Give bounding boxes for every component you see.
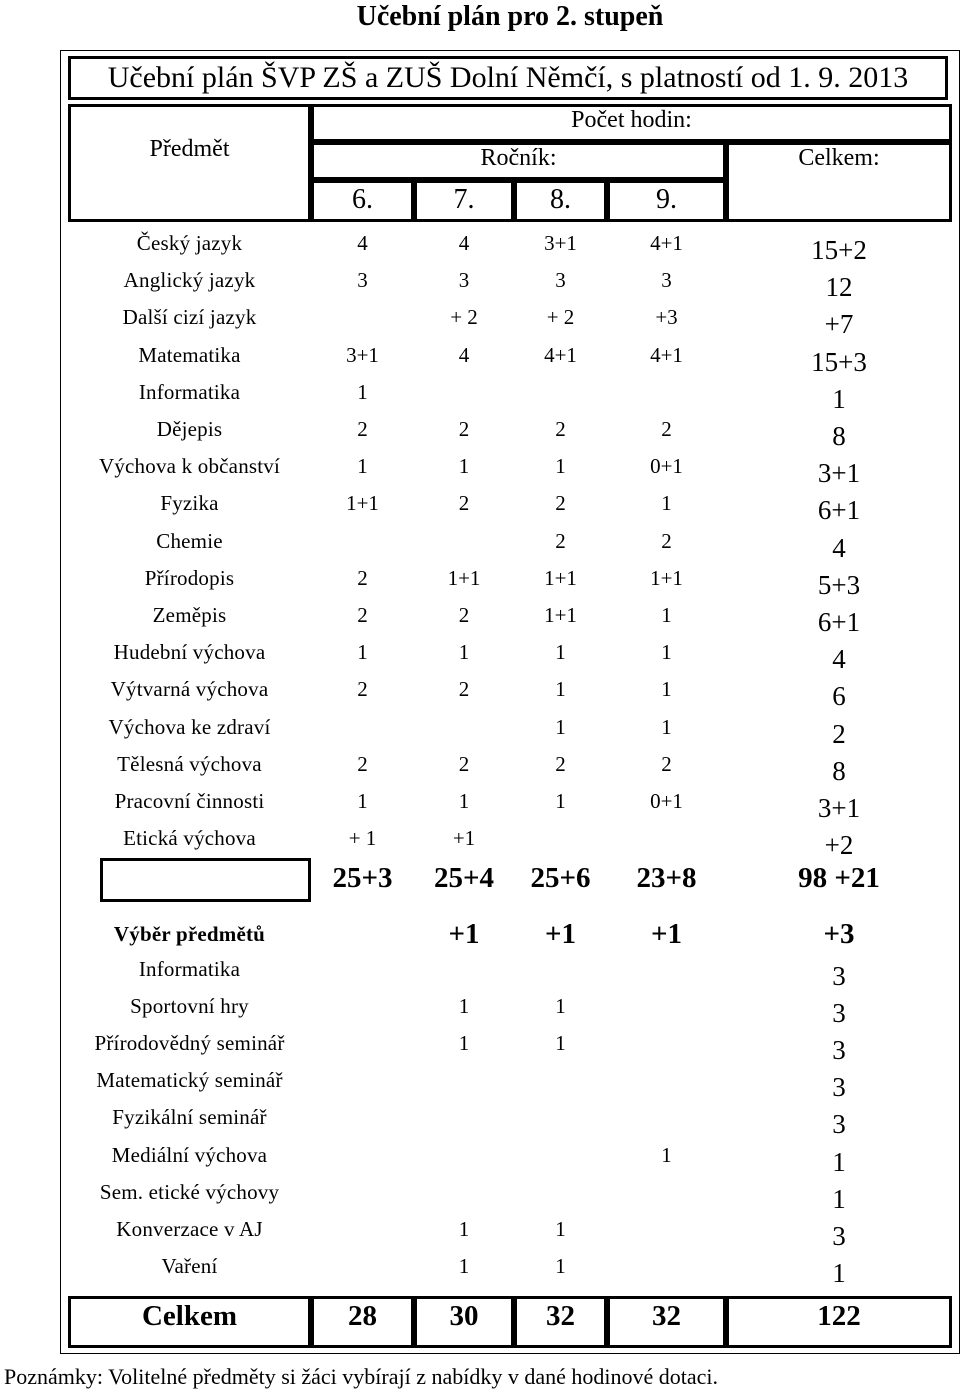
elective-row-hours-8: 1 [555, 994, 566, 1019]
subject-row-hours-6: 2 [357, 751, 368, 776]
subject-row-total: 3+1 [817, 793, 861, 823]
subject-header-cell [68, 104, 311, 222]
elective-row-total: 3 [832, 1072, 846, 1103]
subject-row-hours-9: +3 [655, 305, 678, 330]
elective-header-total: +3 [823, 918, 855, 950]
subject-row-hours-9: 2 [661, 751, 672, 776]
subject-row-hours-6: 1 [357, 789, 368, 813]
subject-row-hours-8: 1 [555, 640, 566, 665]
year-label-9: 9. [656, 184, 677, 215]
elective-header-label: Výběr předmětů [113, 922, 266, 946]
subject-row-name: Hudební výchova [113, 640, 266, 665]
subject-row-hours-7: 2 [458, 677, 470, 702]
subject-row-hours-8: 1 [555, 454, 566, 479]
hours-header-label: Počet hodin: [571, 107, 692, 133]
elective-row-total: 3 [832, 998, 846, 1029]
subject-row-hours-6: 1+1 [346, 491, 379, 516]
subject-row-hours-6: 2 [357, 603, 368, 627]
subject-row-hours-9: 1+1 [650, 565, 683, 590]
subject-row-hours-7: 1 [458, 789, 470, 813]
subject-row-hours-9: 0+1 [650, 454, 683, 479]
subject-row-total: +2 [824, 830, 854, 861]
subject-row-hours-8: 2 [555, 751, 566, 776]
curriculum-title: Učební plán ŠVP ZŠ a ZUŠ Dolní Němčí, s platností od 1. 9. 2013 [68, 56, 948, 100]
subject-row-hours-9: 2 [661, 528, 672, 553]
subject-row-name: Zeměpis [152, 603, 227, 627]
elective-row-total: 3 [832, 961, 846, 991]
subject-row-name: Fyzika [160, 491, 219, 516]
elective-row-name: Matematický seminář [96, 1068, 283, 1093]
subject-row-hours-6: 4 [357, 231, 368, 255]
elective-row-hours-7: 1 [458, 994, 470, 1019]
elective-header-9: +1 [650, 918, 683, 950]
subject-row-total: 4 [832, 532, 846, 563]
elective-row-total: 1 [832, 1257, 846, 1288]
subject-row-total: 8 [832, 755, 846, 786]
subject-row-hours-9: 1 [661, 491, 672, 516]
year-label-7: 7. [453, 184, 475, 215]
subject-row-hours-9: 1 [661, 603, 672, 627]
subject-row-hours-8: 2 [555, 528, 566, 553]
elective-row-total: 3 [832, 1220, 846, 1251]
subject-row-hours-8: 3+1 [544, 231, 577, 255]
subject-row-name: Chemie [156, 528, 223, 553]
elective-row-total: 3 [832, 1109, 846, 1140]
elective-row-hours-7: 1 [458, 1253, 470, 1278]
subject-row-hours-8: 1 [555, 714, 566, 739]
elective-row-hours-8: 1 [555, 1253, 566, 1278]
grand-total-sum: 122 [817, 1300, 861, 1332]
subject-row-total: 15+2 [811, 235, 867, 265]
subject-row-hours-6: 1 [357, 454, 368, 479]
subject-row-total: 4 [832, 644, 846, 675]
elective-row-hours-7: 1 [458, 1216, 470, 1241]
subject-row-hours-9: 0+1 [650, 789, 683, 813]
elective-row-name: Informatika [138, 957, 241, 981]
subtotal-total: 98 +21 [798, 862, 880, 894]
subject-row-hours-7: 2 [458, 491, 470, 516]
grand-total-6: 28 [348, 1300, 377, 1332]
elective-row-hours-9: 1 [661, 1142, 672, 1167]
elective-row-name: Konverzace v AJ [116, 1216, 263, 1241]
elective-row-name: Vaření [161, 1253, 218, 1278]
subject-row-hours-8: 4+1 [544, 342, 577, 367]
subject-row-total: 6+1 [817, 607, 861, 637]
subtotal-9: 23+8 [636, 862, 697, 894]
subject-row-hours-7: 1 [458, 454, 470, 479]
subject-row-hours-9: 1 [661, 677, 672, 702]
subject-row-hours-7: 4 [458, 231, 470, 255]
subject-row-name: Dějepis [156, 417, 223, 441]
grand-total-9: 32 [652, 1300, 681, 1332]
elective-row-total: 1 [832, 1146, 846, 1177]
subject-row-name: Výtvarná výchova [110, 677, 269, 702]
subject-row-hours-7: 1 [458, 640, 470, 665]
subject-row-name: Další cizí jazyk [122, 305, 257, 330]
subject-row-name: Přírodopis [144, 565, 235, 590]
subject-row-hours-8: 2 [555, 491, 566, 516]
elective-row-hours-8: 1 [555, 1031, 566, 1056]
elective-row-total: 1 [832, 1183, 846, 1214]
subject-row-hours-7: +1 [452, 826, 476, 851]
subject-row-name: Pracovní činnosti [114, 789, 265, 813]
subject-row-hours-7: 2 [458, 751, 470, 776]
subject-row-hours-6: 3 [357, 268, 368, 293]
year-label-8: 8. [550, 184, 571, 215]
subject-row-name: Etická výchova [123, 826, 256, 851]
subject-row-hours-9: 1 [661, 640, 672, 665]
subject-row-name: Výchova k občanství [98, 454, 281, 479]
grade-header-label: Ročník: [480, 145, 557, 171]
subject-row-hours-8: 1+1 [544, 565, 577, 590]
subject-row-name: Výchova ke zdraví [108, 714, 271, 739]
grand-total-7: 30 [449, 1300, 479, 1332]
subject-row-name: Tělesná výchova [117, 751, 262, 776]
subject-row-hours-9: 1 [661, 714, 672, 739]
grand-total-8: 32 [546, 1300, 575, 1332]
subtotal-7: 25+4 [433, 862, 495, 894]
subject-row-hours-9: 4+1 [650, 231, 683, 255]
subject-row-hours-6: 2 [357, 565, 368, 590]
subject-row-total: 1 [832, 383, 846, 414]
subject-row-hours-9: 3 [661, 268, 672, 293]
subject-row-hours-6: 2 [357, 677, 368, 702]
year-label-6: 6. [352, 184, 373, 215]
elective-row-total: 3 [832, 1035, 846, 1066]
subject-row-name: Český jazyk [136, 231, 243, 255]
subject-row-total: 3+1 [817, 458, 861, 489]
total-header-label: Celkem: [798, 145, 880, 171]
subject-row-total: 6 [832, 681, 846, 712]
subject-row-hours-8: + 2 [546, 305, 575, 330]
subject-row-hours-7: 1+1 [447, 565, 481, 590]
footnote: Poznámky: Volitelné předměty si žáci vybírají z nabídky v dané hodinové dotaci. [4, 1364, 719, 1389]
subject-row-hours-7: 2 [458, 417, 470, 441]
subject-row-total: +7 [824, 309, 854, 340]
subject-row-hours-8: 2 [555, 417, 566, 441]
elective-row-name: Fyzikální seminář [112, 1105, 267, 1130]
subject-row-hours-6: 1 [357, 640, 368, 665]
subject-row-hours-7: 2 [458, 603, 470, 627]
subtotal-6: 25+3 [332, 862, 393, 894]
subject-row-hours-7: 3 [458, 268, 470, 293]
elective-row-name: Přírodovědný seminář [94, 1031, 285, 1056]
subject-row-name: Anglický jazyk [123, 268, 256, 293]
grand-total-label: Celkem [141, 1300, 238, 1332]
page-heading: Učební plán pro 2. stupeň [356, 1, 664, 32]
subject-row-hours-6: 2 [357, 417, 368, 441]
subject-row-total: 12 [825, 272, 853, 303]
subject-row-hours-6: 3+1 [346, 342, 379, 367]
subject-row-total: 5+3 [817, 569, 861, 600]
elective-row-name: Sem. etické výchovy [99, 1179, 280, 1204]
elective-row-name: Sportovní hry [130, 994, 249, 1019]
subject-row-name: Informatika [138, 379, 241, 404]
elective-header-7: +1 [448, 918, 480, 950]
subject-row-hours-7: 4 [458, 342, 470, 367]
elective-header-8: +1 [544, 918, 577, 950]
subject-row-total: 2 [832, 718, 846, 749]
subject-row-hours-6: 1 [357, 379, 368, 404]
subject-row-hours-9: 4+1 [650, 342, 683, 367]
subject-header-label: Předmět [149, 136, 230, 162]
subject-row-hours-6: + 1 [348, 826, 377, 851]
subject-row-name: Matematika [138, 342, 241, 367]
subject-row-hours-8: 1 [555, 677, 566, 702]
subject-row-hours-8: 3 [555, 268, 566, 293]
subject-row-total: 15+3 [811, 346, 867, 377]
subject-row-total: 8 [832, 421, 846, 451]
subject-row-total: 6+1 [817, 495, 861, 526]
subtotal-label-cell [100, 858, 311, 902]
elective-row-name: Mediální výchova [111, 1142, 268, 1167]
subtotal-8: 25+6 [530, 862, 591, 894]
subject-row-hours-8: 1+1 [544, 603, 577, 627]
elective-row-hours-7: 1 [458, 1031, 470, 1056]
elective-row-hours-8: 1 [555, 1216, 566, 1241]
subject-row-hours-8: 1 [555, 789, 566, 813]
subject-row-hours-7: + 2 [450, 305, 478, 330]
subject-row-hours-9: 2 [661, 417, 672, 441]
